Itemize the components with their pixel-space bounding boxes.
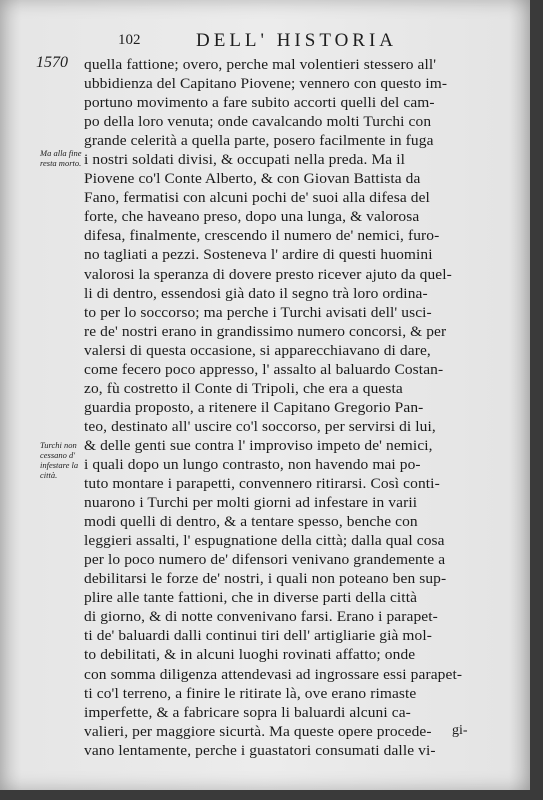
text-line: to per lo soccorso; ma perche i Turchi avisati dell' usci-: [84, 304, 432, 321]
text-line: difesa, finalmente, crescendo il numero de' nemici, furo-: [84, 228, 440, 245]
text-line: modi quelli di dentro, & a tentare spesso, benche con: [84, 514, 418, 531]
text-line: ti de' baluardi dalli continui tiri dell' artigliarie già mol-: [84, 628, 432, 645]
text-line: come fecero poco appresso, l' assalto al baluardo Costan-: [84, 361, 444, 378]
text-line: ti co'l terreno, a finire le ritirate là, ove erano rimaste: [84, 685, 417, 702]
text-line: grande celerità a quella parte, posero facilmente in fuga: [84, 133, 434, 150]
text-line: debilitarsi le forze de' nostri, i quali non poteano ben sup-: [84, 571, 447, 588]
text-line: po della loro venuta; onde cavalcando molti Turchi con: [84, 114, 432, 131]
text-line: to debilitati, & in alcuni luoghi rovinati affatto; onde: [84, 647, 416, 664]
text-line: vano lentamente, perche i guastatori consumati dalle vi-: [84, 742, 436, 759]
text-line: & delle genti sue contra l' improviso impeto de' nemici,: [84, 437, 433, 454]
text-line: quella fattione; overo, perche mal volentieri stessero all': [84, 57, 437, 73]
text-line: leggieri assalti, l' espugnatione della città; dalla qual cosa: [84, 533, 445, 550]
text-line: re de' nostri erano in grandissimo numero concorsi, & per: [84, 323, 447, 340]
text-line: zo, fù costretto il Conte di Tripoli, che era a questa: [84, 380, 403, 397]
text-line: Fano, fermatisi con alcuni pochi de' suoi alla difesa del: [84, 190, 430, 207]
running-title: DELL' HISTORIA: [196, 30, 398, 51]
text-line: con somma diligenza attendevasi ad ingrossare essi parapet-: [84, 666, 463, 683]
text-line: valorosi la speranza di dovere presto ricever ajuto da quel-: [84, 266, 452, 283]
text-line: i quali dopo un lungo contrasto, non havendo mai po-: [84, 456, 421, 473]
text-line: imperfette, & a fabricare sopra li baluardi alcuni ca-: [84, 704, 411, 721]
text-line: valersi di questa occasione, si apparecchiavano di dare,: [84, 342, 431, 359]
text-line: per lo poco numero de' difensori venivano grandemente a: [84, 552, 446, 569]
text-line: plire alle tante fattioni, che in diverse parti della città: [84, 590, 418, 607]
text-line: no tagliati a pezzi. Sosteneva l' ardire di questi huomini: [84, 247, 433, 264]
body-text: [84, 56, 484, 761]
text-line: portuno movimento a fare subito accorti quelli del cam-: [84, 95, 435, 112]
text-line: di giorno, & di notte convenivano farsi. Erano i parapet-: [84, 609, 438, 626]
text-line: guardia proposto, a ritenere il Capitano Gregorio Pan-: [84, 399, 424, 416]
margin-note-death: Ma alla fine resta morto.: [40, 148, 82, 168]
text-line: ubbidienza del Capitano Piovene; vennero con questo im-: [84, 76, 448, 93]
text-line: nuarono i Turchi per molti giorni ad infestare in varii: [84, 495, 418, 512]
text-line: teo, destinato all' uscire co'l soccorso, per servirsi di lui,: [84, 418, 436, 435]
page-header: [118, 30, 458, 52]
margin-year: 1570: [36, 54, 68, 71]
margin-note-turks: Turchi non cessano d' infestare la città.: [40, 440, 79, 480]
text-line: tuto montare i parapetti, convennero ritirarsi. Così conti-: [84, 476, 440, 493]
page-number: 102: [118, 32, 141, 48]
text-line: Piovene co'l Conte Alberto, & con Giovan Battista da: [84, 171, 421, 188]
text-line: forte, che haveano preso, dopo una lunga, & valorosa: [84, 209, 420, 226]
text-line: i nostri soldati divisi, & occupati nella preda. Ma il: [84, 152, 406, 169]
text-line: valieri, per maggiore sicurtà. Ma queste opere procede-: [84, 723, 432, 740]
catchword: gi-: [452, 723, 468, 738]
text-line: li di dentro, essendosi già dato il segno trà loro ordina-: [84, 285, 428, 302]
